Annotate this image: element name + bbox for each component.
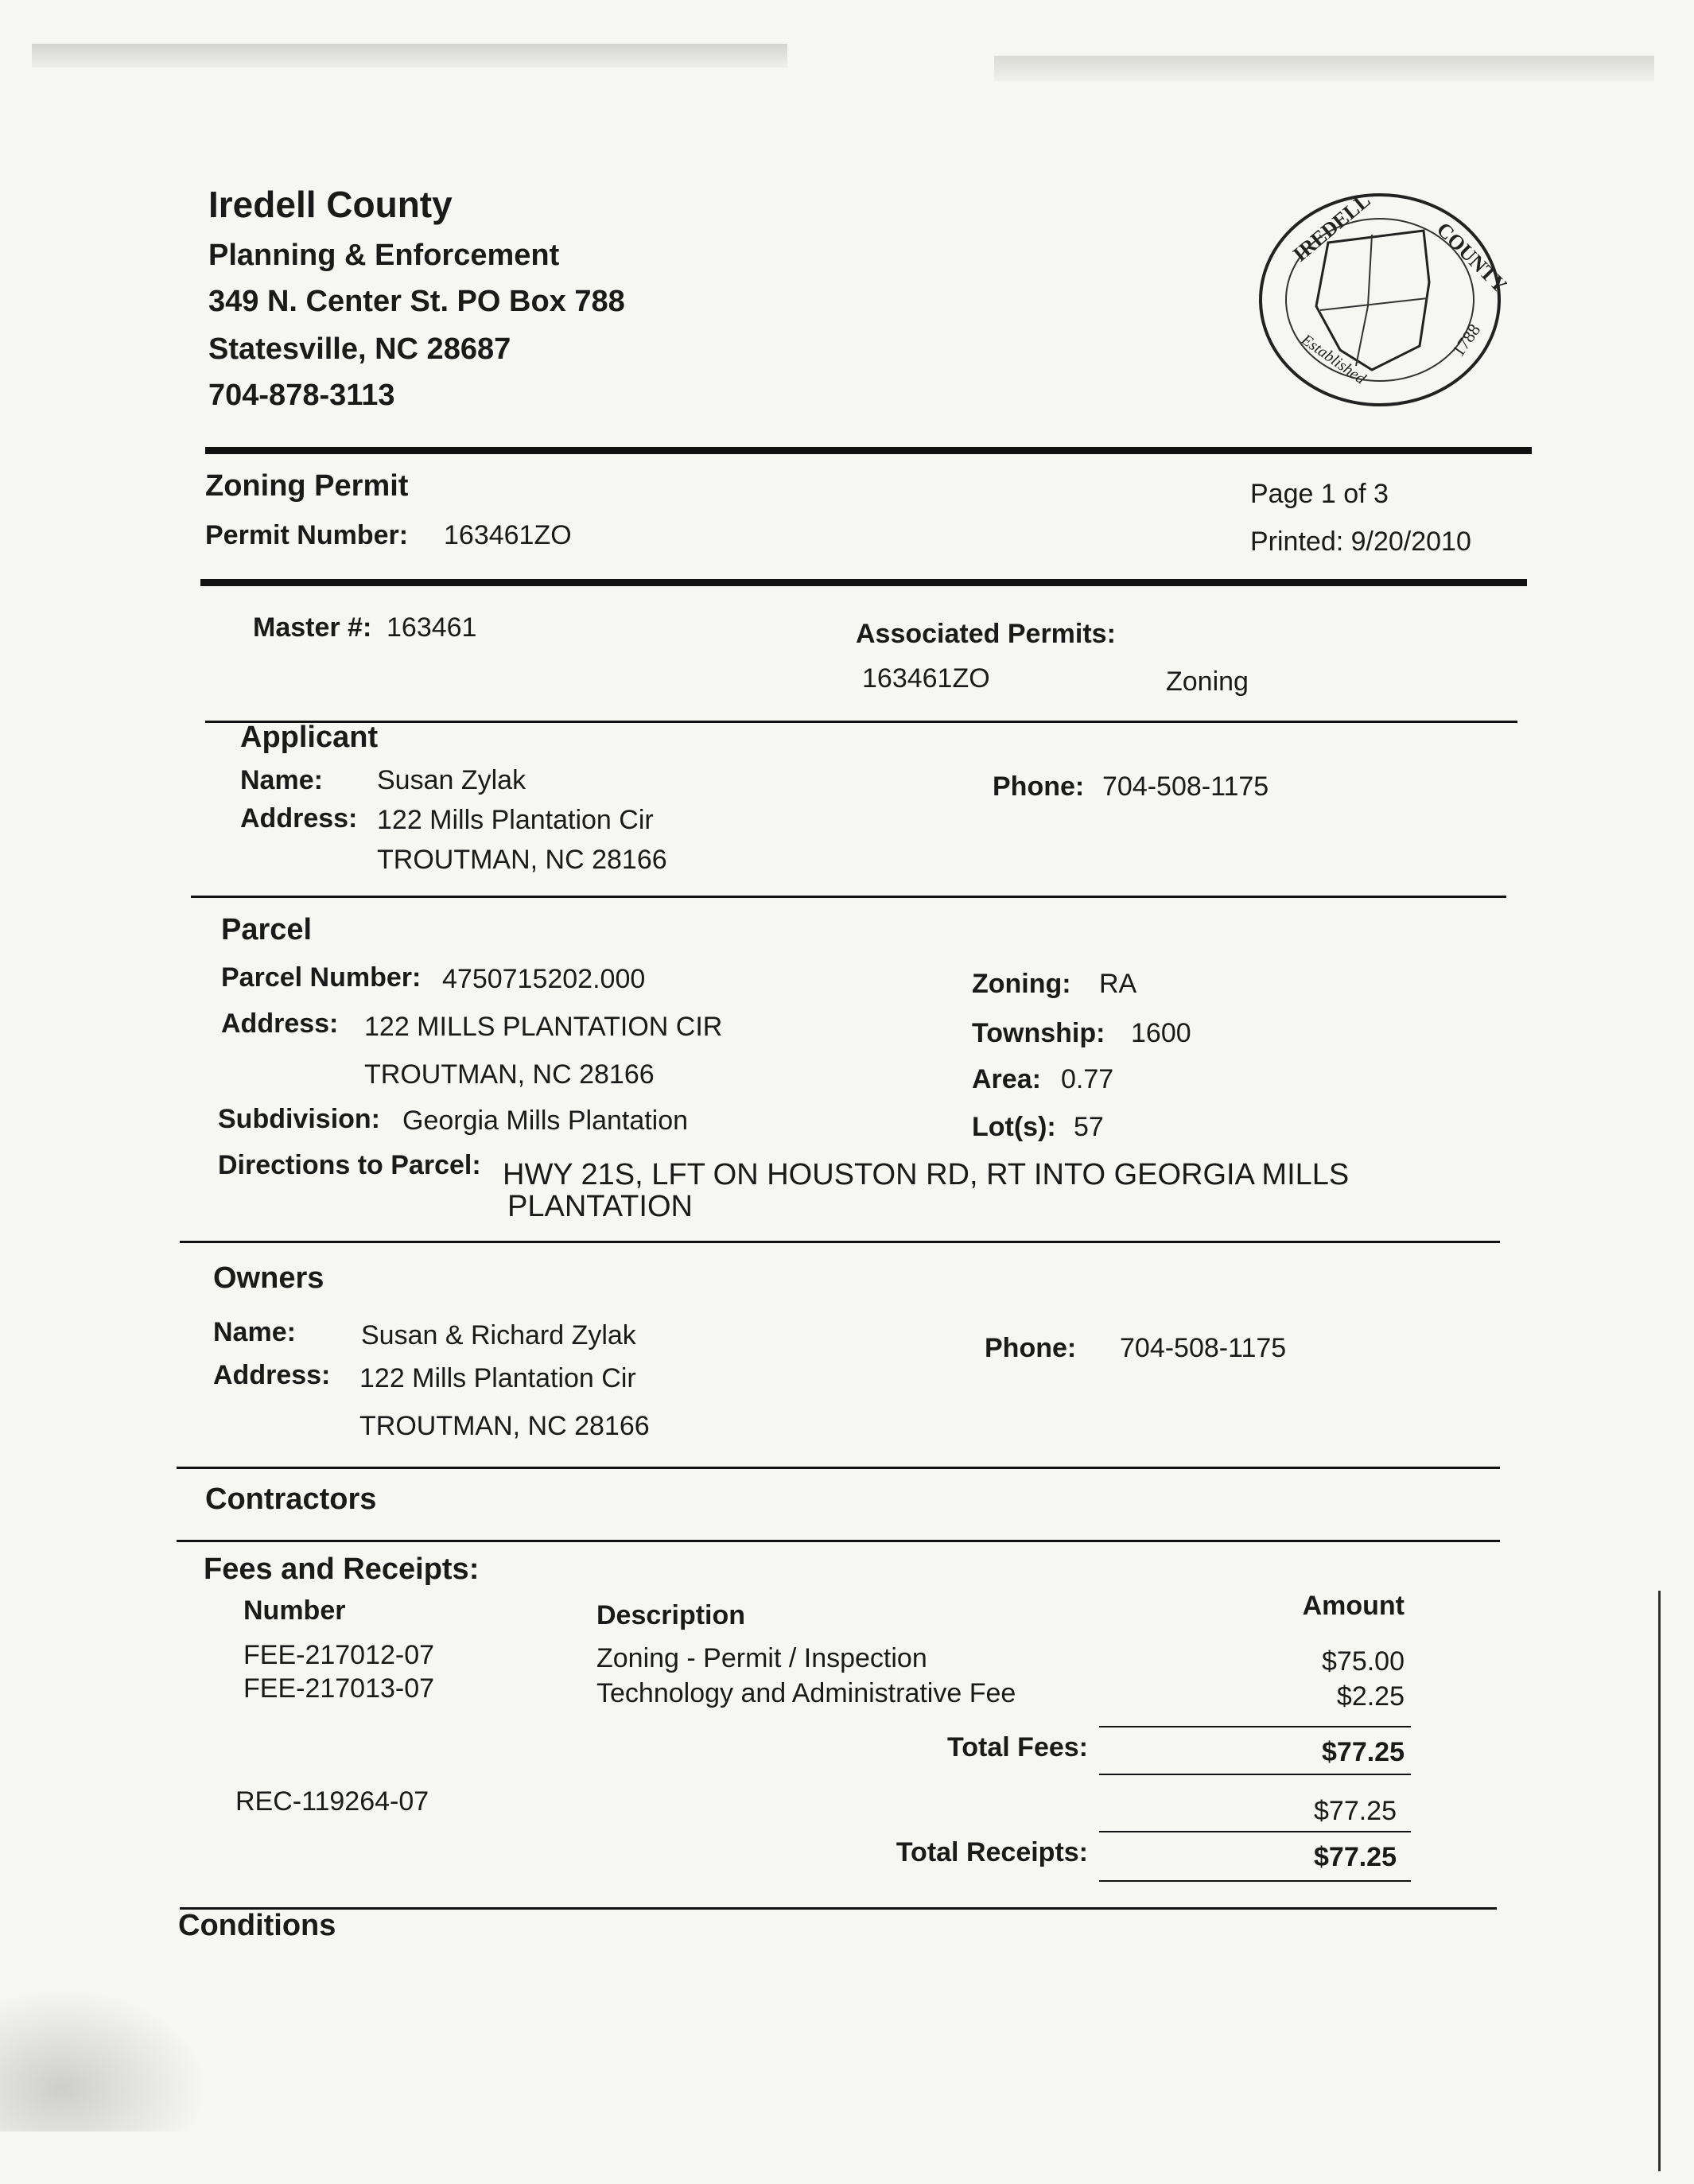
- fee-description: Technology and Administrative Fee: [596, 1678, 1016, 1708]
- parcel-address-line1: 122 MILLS PLANTATION CIR: [364, 1012, 723, 1042]
- total-receipts-label: Total Receipts:: [896, 1837, 1088, 1867]
- applicant-name: Susan Zylak: [377, 765, 526, 795]
- directions-label: Directions to Parcel:: [218, 1150, 481, 1180]
- total-fees-label: Total Fees:: [947, 1732, 1088, 1762]
- permit-title: Zoning Permit: [205, 469, 409, 503]
- area-value: 0.77: [1061, 1064, 1114, 1094]
- department-name: Planning & Enforcement: [208, 239, 560, 272]
- permit-number-label: Permit Number:: [205, 520, 409, 550]
- applicant-phone-label: Phone:: [993, 771, 1085, 802]
- total-fees-rule-top: [1099, 1726, 1411, 1727]
- county-seal: [1253, 187, 1507, 414]
- page-indicator: Page 1 of 3: [1250, 479, 1389, 509]
- master-number: 163461: [387, 612, 477, 643]
- section-rule: [180, 1241, 1500, 1243]
- printed-date: Printed: 9/20/2010: [1250, 527, 1471, 557]
- directions-line2: PLANTATION: [507, 1190, 693, 1223]
- fee-amount: $2.25: [1336, 1681, 1405, 1712]
- fee-amount: $75.00: [1322, 1646, 1405, 1677]
- total-receipts-amount: $77.25: [1314, 1842, 1397, 1872]
- owners-address-label: Address:: [213, 1360, 331, 1390]
- scan-shadow-top-left: [32, 44, 787, 68]
- zoning-value: RA: [1099, 969, 1137, 999]
- lots-label: Lot(s):: [972, 1112, 1056, 1142]
- associated-permit-type: Zoning: [1166, 666, 1249, 697]
- fee-number: FEE-217012-07: [243, 1640, 435, 1670]
- fees-col-amount: Amount: [1302, 1591, 1405, 1621]
- receipt-number: REC-119264-07: [235, 1786, 429, 1817]
- total-fees-rule-bottom: [1099, 1774, 1411, 1775]
- parcel-heading: Parcel: [221, 913, 313, 946]
- conditions-heading: Conditions: [178, 1909, 336, 1942]
- section-rule: [191, 896, 1506, 898]
- svg-text:COUNTY: COUNTY: [1432, 217, 1507, 297]
- scan-edge-right: [1658, 1591, 1661, 2171]
- section-rule: [177, 1467, 1500, 1469]
- owners-phone: 704-508-1175: [1120, 1333, 1287, 1363]
- parcel-address-label: Address:: [221, 1008, 339, 1039]
- applicant-heading: Applicant: [240, 721, 379, 754]
- fee-description: Zoning - Permit / Inspection: [596, 1643, 927, 1673]
- subdivision-label: Subdivision:: [218, 1104, 380, 1134]
- county-name: Iredell County: [208, 184, 453, 225]
- agency-phone: 704-878-3113: [208, 379, 395, 412]
- applicant-name-label: Name:: [240, 765, 323, 795]
- fees-heading: Fees and Receipts:: [204, 1553, 480, 1586]
- section-rule: [177, 1540, 1500, 1542]
- svg-text:IREDELL: IREDELL: [1288, 188, 1375, 266]
- header-rule-top: [205, 447, 1532, 454]
- section-rule: [180, 1907, 1497, 1910]
- receipt-amount: $77.25: [1314, 1796, 1397, 1826]
- owners-heading: Owners: [213, 1261, 324, 1295]
- section-rule: [205, 721, 1517, 723]
- zoning-label: Zoning:: [972, 969, 1071, 999]
- contractors-heading: Contractors: [205, 1483, 377, 1516]
- applicant-address-label: Address:: [240, 803, 358, 834]
- parcel-number-label: Parcel Number:: [221, 962, 422, 993]
- township-label: Township:: [972, 1018, 1105, 1048]
- svg-text:Established: Established: [1298, 331, 1370, 388]
- scan-shadow-top-right: [994, 56, 1654, 81]
- lots-value: 57: [1074, 1112, 1104, 1142]
- total-receipts-rule-bottom: [1099, 1880, 1411, 1882]
- svg-text:1788: 1788: [1447, 320, 1485, 360]
- township-value: 1600: [1131, 1018, 1191, 1048]
- owners-name-label: Name:: [213, 1317, 296, 1347]
- associated-permit-number: 163461ZO: [862, 663, 990, 694]
- owners-name: Susan & Richard Zylak: [361, 1320, 636, 1350]
- scan-smudge-bottom-left: [0, 1988, 207, 2132]
- fees-col-description: Description: [596, 1600, 746, 1630]
- owners-phone-label: Phone:: [985, 1333, 1077, 1363]
- fees-col-number: Number: [243, 1595, 346, 1626]
- parcel-number: 4750715202.000: [442, 964, 646, 994]
- subdivision: Georgia Mills Plantation: [402, 1106, 689, 1136]
- fee-number: FEE-217013-07: [243, 1673, 435, 1704]
- total-receipts-rule-top: [1099, 1831, 1411, 1832]
- parcel-address-line2: TROUTMAN, NC 28166: [364, 1059, 655, 1090]
- associated-permits-label: Associated Permits:: [856, 619, 1116, 649]
- agency-city: Statesville, NC 28687: [208, 332, 511, 366]
- master-label: Master #:: [253, 612, 372, 643]
- header-rule-bottom: [200, 579, 1527, 586]
- total-fees-amount: $77.25: [1322, 1737, 1405, 1767]
- owners-address-line2: TROUTMAN, NC 28166: [359, 1411, 650, 1441]
- area-label: Area:: [972, 1064, 1041, 1094]
- agency-street: 349 N. Center St. PO Box 788: [208, 285, 625, 318]
- applicant-phone: 704-508-1175: [1102, 771, 1269, 802]
- applicant-address-line2: TROUTMAN, NC 28166: [377, 845, 667, 875]
- directions-line1: HWY 21S, LFT ON HOUSTON RD, RT INTO GEORGIA MILLS: [503, 1158, 1350, 1191]
- owners-address-line1: 122 Mills Plantation Cir: [359, 1363, 636, 1393]
- permit-number: 163461ZO: [444, 520, 572, 550]
- applicant-address-line1: 122 Mills Plantation Cir: [377, 805, 654, 835]
